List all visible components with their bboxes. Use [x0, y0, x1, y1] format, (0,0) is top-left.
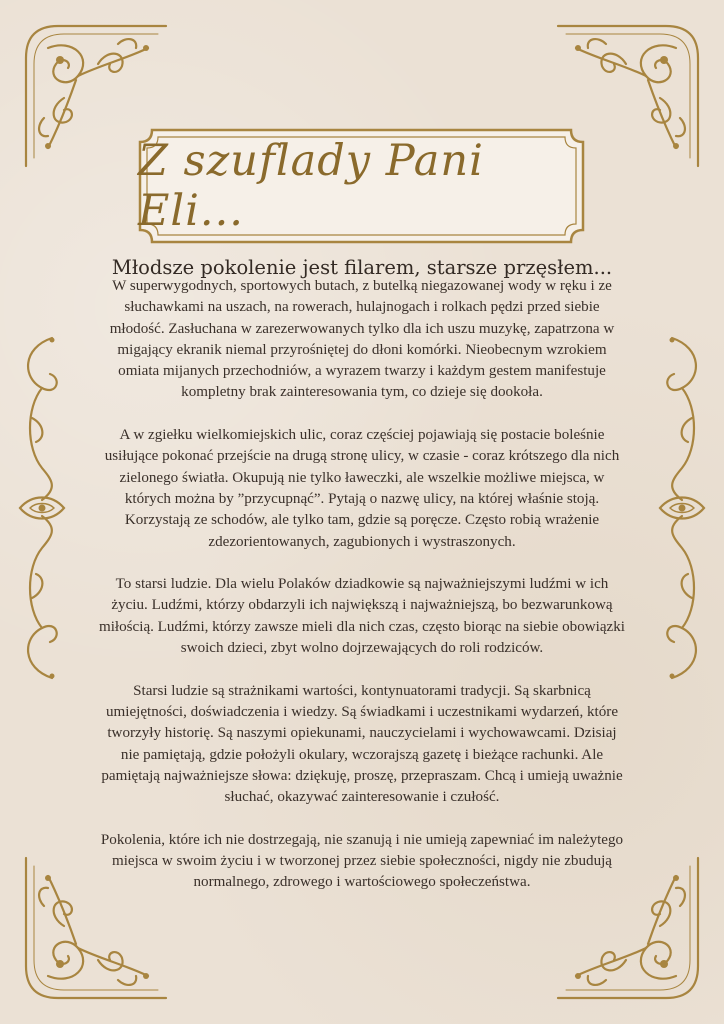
paragraph: Starsi ludzie są strażnikami wartości, kontynuatorami tradycji. Są skarbnicą umiejętności, doświadczenia i wiedzy. Są świadkami i uczestnikami wydarzeń, które tworzyły historię. Są naszymi opiekunami, nauczycielami i wychowawcami. Dzisiaj nie pamiętają, gdzie położyli okulary, wczorajszą gazetę i bieżące rachunki. Ale pamiętają najważniejsze słowa: dziękuję, proszę, przepraszam. Chcą i umieją uważnie słuchać, okazywać zainteresowanie i czułość. [101, 682, 623, 806]
side-ornament-icon [12, 328, 72, 688]
paragraph: W superwygodnych, sportowych butach, z butelką niegazowanej wody w ręku i ze słuchawkami na uszach, na rowerach, hulajnogach i rolkach pędzi przed siebie młodość. Zasłuchana w zarezerwowanych tylko dla ich uszu muzykę, zapatrzona w migający ekranik niemal przyrośniętej do dłoni komórki. Nieobecnym wzrokiem omiata mijanych przechodniów, a wyrazem twarzy i każdym gestem manifestuje kompletny brak zainteresowania tym, co dzieje się dookoła. [109, 278, 615, 401]
article-headline: Młodsze pokolenie jest filarem, starsze przęsłem... [111, 256, 613, 279]
article-body [98, 276, 626, 915]
paragraph: A w zgiełku wielkomiejskich ulic, coraz częściej pojawiają się postacie boleśnie usiłujące pokonać przejście na drugą stronę ulicy, w czasie - coraz krótszego dla nich zielonego światła. Okupują nie tylko ławeczki, ale wszelkie możliwe miejsca, w których można by ”przycupnąć”. Pytają o nazwę ulicy, na której właśnie stoją. Korzystają ze schodów, ale tylko tam, gdzie są poręcze. Często robią wrażenie zdezorientowanych, zagubionych i wystraszonych. [104, 427, 620, 550]
page-title: Z szuflady Pani Eli... [138, 136, 484, 236]
side-ornament-icon [652, 328, 712, 688]
title-frame [138, 128, 585, 244]
paragraph: To starsi ludzie. Dla wielu Polaków dziadkowie są najważniejszymi ludźmi w ich życiu. Ludźmi, którzy obdarzyli ich największą i najważniejszą, bo bezwarunkową miłością. Ludźmi, którzy zawsze mieli dla nich czas, często biorąc na siebie obowiązki swoich dzieci, zbyt wolno dojrzewających do roli rodziców. [99, 576, 625, 657]
paragraph: Pokolenia, które ich nie dostrzegają, nie szanują i nie umieją zapewniać im należytego miejsca w swoim życiu i w tworzonej przez siebie społeczności, nigdy nie zbudują normalnego, zdrowego i wartościowego społeczeństwa. [100, 831, 624, 891]
